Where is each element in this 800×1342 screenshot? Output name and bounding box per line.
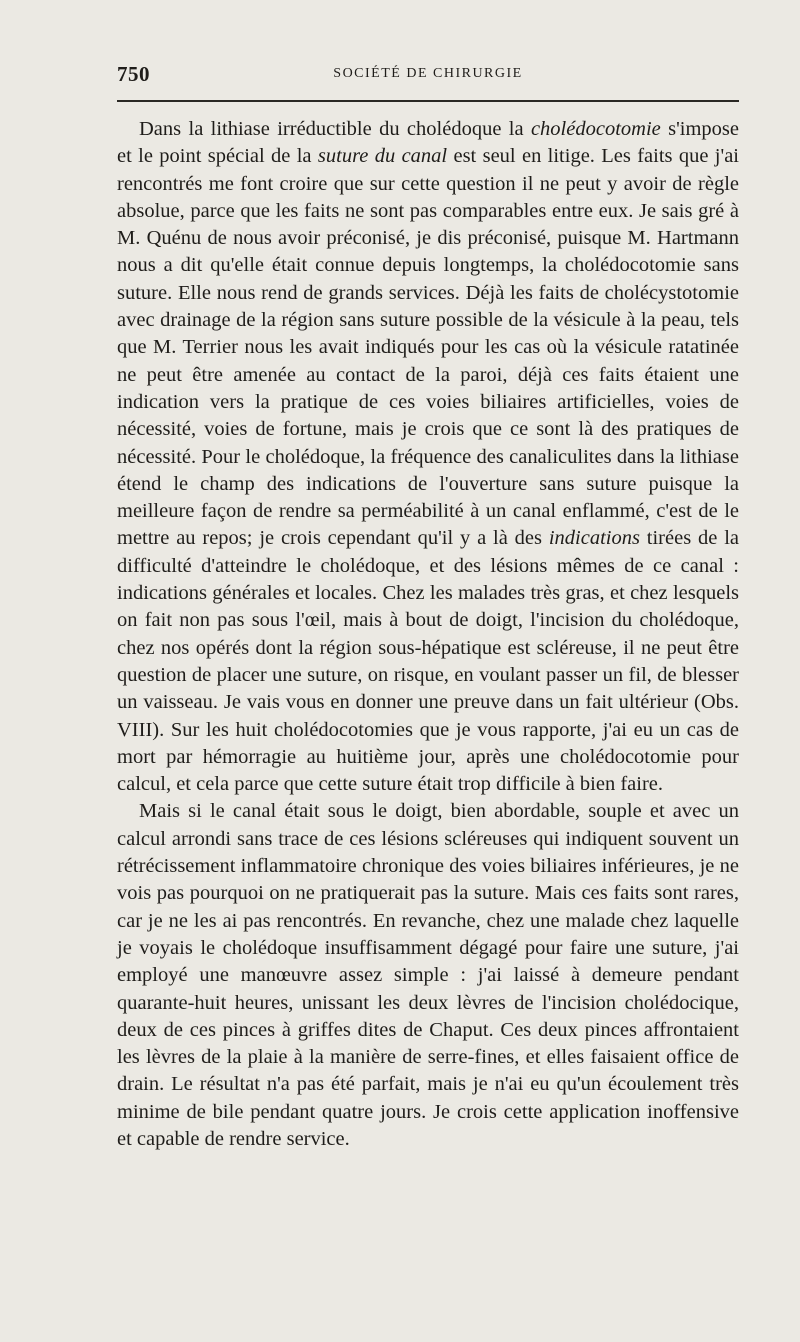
paragraph-1-italic-c: indications [548, 527, 640, 550]
body-text [117, 116, 739, 1153]
header-rule [117, 100, 739, 102]
paragraph-1-text-c: est seul en litige. Les faits que j'ai rencontrés me font croire que sur cette question il ne peut y avoir de règle absolue, parce que les faits ne sont pas comparables entre eux. Je sais gré à M. Quénu de nous avoir préconisé, je dis préconisé, puisque M. Hartmann nous a dit qu'elle était connue depuis longtemps, la cholédocotomie sans suture. Elle nous rend de grands services. Déjà les faits de cholécystotomie avec drainage de la région sans suture possible de la vésicule à la peau, tels que M. Terrier nous les avait indiqués pour les cas où la vésicule ratatinée ne peut être amenée au contact de la paroi, déjà ces faits étaient une indication vers la pratique de ces voies biliaires artificielles, voies de nécessité, voies de fortune, mais je crois que ce sont là des pratiques de nécessité. Pour le cholédoque, la fréquence des canaliculites dans la lithiase étend le champ des indications de l'ouverture sans suture puisque la meilleure façon de rendre sa perméabilité à un canal enflammé, c'est de le mettre au repos; je crois cependant qu'il y a là des [117, 145, 739, 550]
paragraph-1-text-d: tirées de la difficulté d'atteindre le cholédoque, et des lésions mêmes de ce canal : indications générales et locales. Chez les malades très gras, et chez lesquels on fait non pas sous l'œil, mais à bout de doigt, l'incision du cholédoque, chez nos opérés dont la région sous-hépatique est scléreuse, il ne peut être question de placer une suture, on risque, en voulant passer un fil, de blesser un vaisseau. Je vais vous en donner une preuve dans un fait ultérieur (Obs. VIII). Sur les huit cholédocotomies que je vous rapporte, j'ai eu un cas de mort par hémorragie au huitième jour, après une cholédocotomie pour calcul, et cela parce que cette suture était trop difficile à bien faire. [117, 527, 739, 796]
paragraph-1-text-b: s'impose et le point spécial de la [117, 118, 740, 168]
paragraph-1-italic-a: cholédocotomie [530, 118, 661, 140]
paragraph-1-text-a: Dans la lithiase irréductible du cholédoque la [139, 118, 531, 140]
paragraph-1 [117, 116, 739, 798]
running-head: SOCIÉTÉ DE CHIRURGIE [333, 66, 523, 81]
paragraph-1-italic-b: suture du canal [317, 145, 448, 168]
page-header [117, 58, 739, 88]
page-number: 750 [117, 62, 150, 86]
paragraph-2: Mais si le canal était sous le doigt, bien abordable, souple et avec un calcul arrondi sans trace de ces lésions scléreuses qui indiquent souvent un rétrécissement inflammatoire chronique des voies biliaires inférieures, je ne vois pas pourquoi on ne pratiquerait pas la suture. Mais ces faits sont rares, car je ne les ai pas rencontrés. En revanche, chez une malade chez laquelle je voyais le cholédoque insuffisamment dégagé pour faire une suture, j'ai employé une manœuvre assez simple : j'ai laissé à demeure pendant quarante-huit heures, unissant les deux lèvres de l'incision cholédocique, deux de ces pinces à griffes dites de Chaput. Ces deux pinces affrontaient les lèvres de la plaie à la manière de serre-fines, et elles faisaient office de drain. Le résultat n'a pas été parfait, mais je n'ai eu qu'un écoulement très minime de bile pendant quatre jours. Je crois cette application inoffensive et capable de rendre service. [117, 800, 739, 1150]
